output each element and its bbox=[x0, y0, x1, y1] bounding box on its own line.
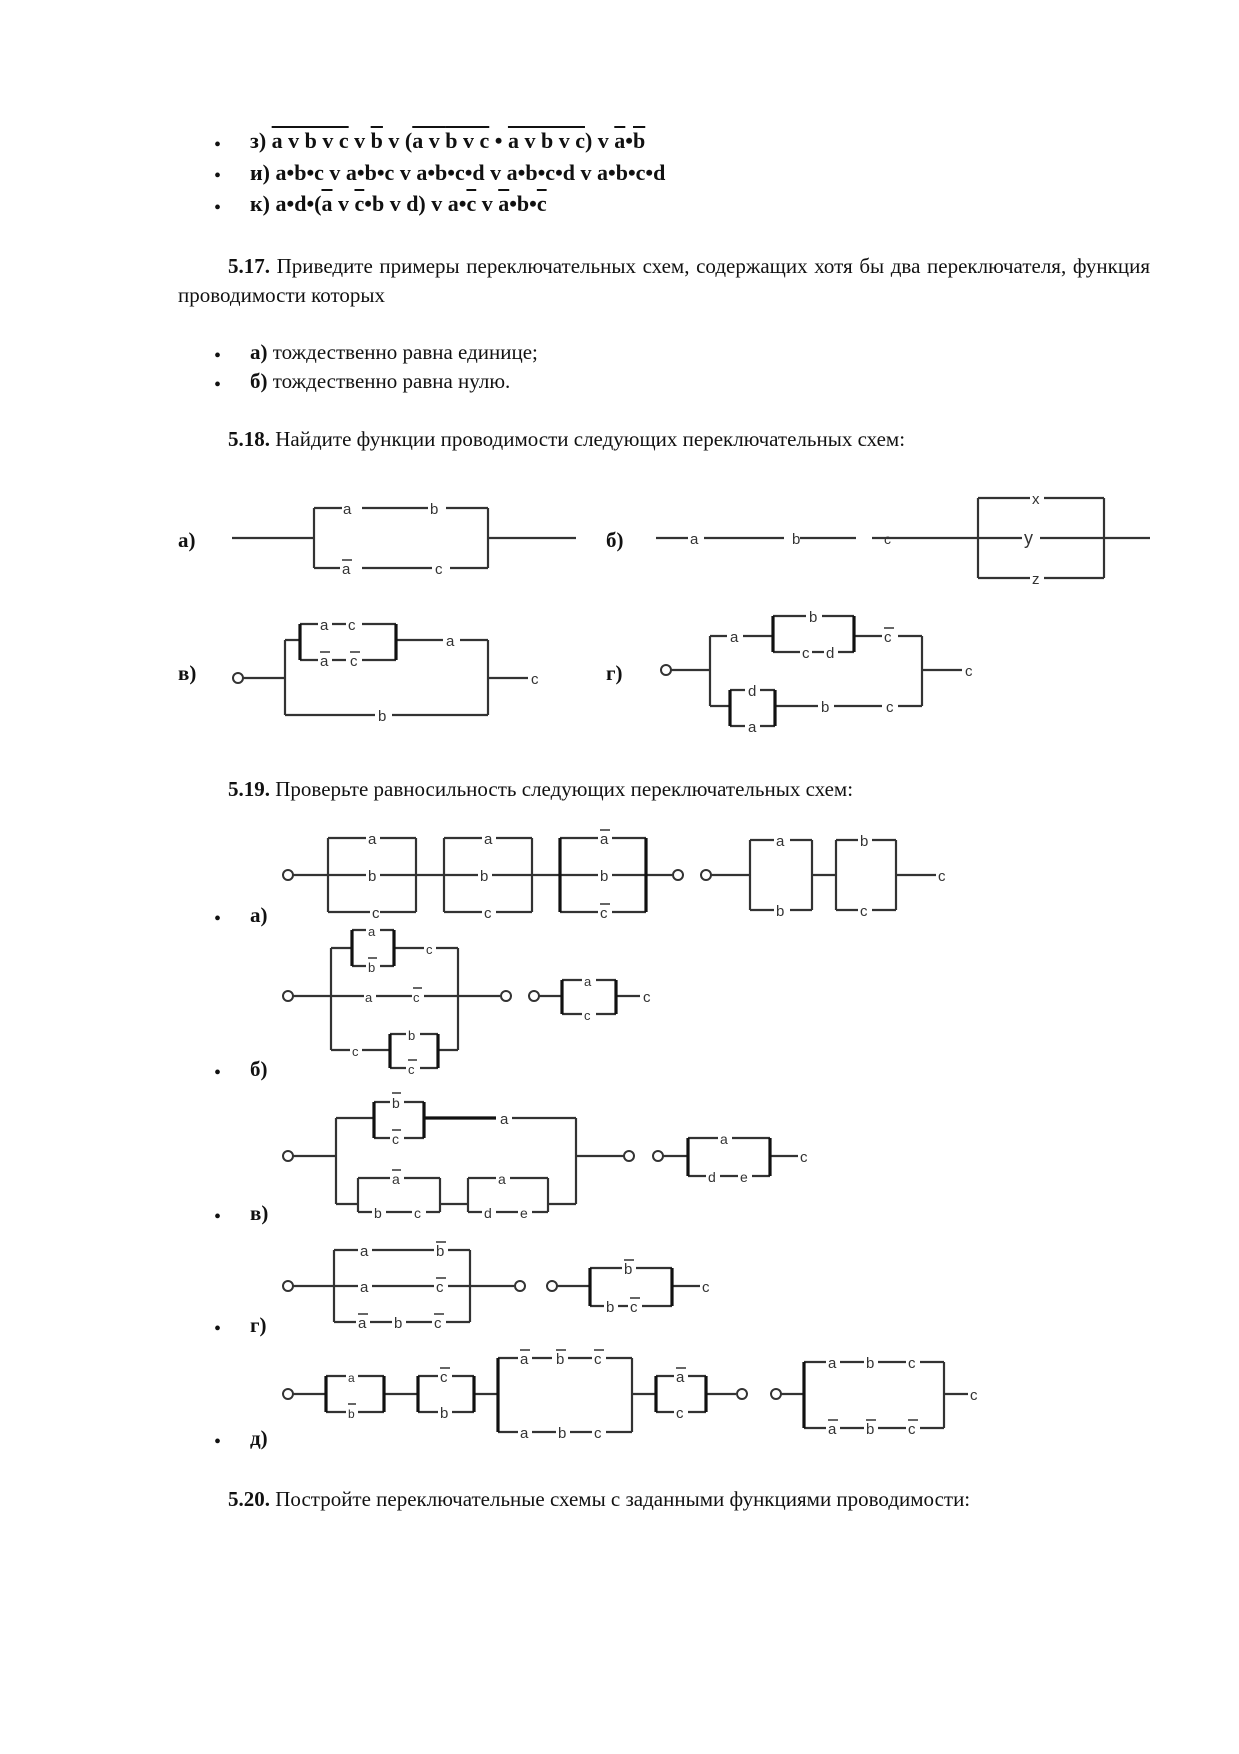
circuit-label: д) bbox=[250, 1426, 268, 1450]
svg-text:a: a bbox=[720, 1131, 728, 1147]
circuit-label: а) bbox=[178, 528, 196, 552]
list-item: б) тождественно равна нулю. bbox=[250, 369, 511, 393]
problem-text: Приведите примеры переключательных схем, содержащих хотя бы два переключателя, функция проводимости которых bbox=[178, 254, 1150, 307]
svg-text:e: e bbox=[520, 1205, 528, 1221]
bullet: • bbox=[214, 1318, 222, 1340]
svg-text:b: b bbox=[394, 1315, 403, 1332]
problem-number: 5.17. bbox=[228, 254, 270, 278]
svg-text:c: c bbox=[802, 645, 810, 662]
svg-text:b: b bbox=[792, 531, 801, 548]
svg-text:d: d bbox=[484, 1205, 492, 1221]
svg-text:c: c bbox=[414, 1205, 421, 1221]
svg-text:c: c bbox=[676, 1405, 684, 1422]
svg-text:c: c bbox=[348, 617, 356, 634]
svg-text:c: c bbox=[435, 561, 443, 578]
svg-text:b: b bbox=[392, 1095, 400, 1111]
bullet: • bbox=[214, 345, 222, 367]
svg-text:a: a bbox=[520, 1351, 529, 1368]
svg-text:c: c bbox=[938, 868, 946, 885]
circuit-5-19-g bbox=[283, 1242, 710, 1332]
svg-text:b: b bbox=[348, 1407, 355, 1421]
svg-text:c: c bbox=[800, 1149, 808, 1166]
svg-text:c: c bbox=[702, 1279, 710, 1296]
svg-text:y: y bbox=[1024, 528, 1033, 548]
svg-text:b: b bbox=[378, 708, 387, 725]
svg-text:b: b bbox=[624, 1261, 633, 1278]
svg-text:c: c bbox=[413, 990, 420, 1005]
svg-text:c: c bbox=[372, 905, 380, 922]
svg-text:a: a bbox=[360, 1279, 369, 1296]
circuit-label: г) bbox=[250, 1313, 267, 1337]
svg-text:a: a bbox=[320, 617, 329, 634]
circuit-5-18-b bbox=[656, 491, 1150, 588]
svg-text:b: b bbox=[558, 1425, 567, 1442]
svg-text:a: a bbox=[520, 1425, 529, 1442]
formula-k: к) $a•d•(\overline{a}$ v $\overline{c}•b$ v d) v $a•\overline{c}$ v $\overline{a}•b•\overline{c}$ bbox=[250, 191, 547, 216]
circuit-5-19-d bbox=[283, 1350, 978, 1442]
svg-text:a: a bbox=[365, 990, 373, 1005]
bullet: • bbox=[214, 374, 222, 396]
svg-text:b: b bbox=[430, 501, 439, 518]
svg-text:c: c bbox=[884, 531, 891, 547]
svg-text:a: a bbox=[348, 1371, 355, 1385]
svg-text:c: c bbox=[584, 1008, 591, 1023]
svg-text:c: c bbox=[908, 1355, 916, 1372]
svg-text:d: d bbox=[708, 1169, 716, 1185]
formula-z: з) a v b v c v $\overline{b}$ v (a v b v c • a v b v c) v $\overline{a}•\overline{b}$ bbox=[250, 128, 646, 153]
svg-text:c: c bbox=[484, 905, 492, 922]
svg-text:a: a bbox=[828, 1421, 837, 1438]
formula-label: к) bbox=[250, 191, 271, 216]
svg-text:c: c bbox=[426, 942, 433, 957]
circuit-label: г) bbox=[606, 661, 623, 685]
svg-text:b: b bbox=[866, 1355, 875, 1372]
svg-text:a: a bbox=[368, 924, 376, 939]
bullet: • bbox=[214, 1062, 222, 1084]
svg-text:a: a bbox=[360, 1243, 369, 1260]
svg-text:a: a bbox=[484, 831, 493, 848]
bullet: • bbox=[214, 165, 222, 187]
svg-text:b: b bbox=[368, 868, 377, 885]
svg-text:d: d bbox=[826, 645, 835, 662]
svg-text:a: a bbox=[828, 1355, 837, 1372]
svg-text:c: c bbox=[434, 1315, 442, 1332]
svg-text:a: a bbox=[343, 501, 352, 518]
svg-text:a: a bbox=[342, 561, 351, 578]
bullet: • bbox=[214, 1206, 222, 1228]
circuit-label: в) bbox=[250, 1201, 269, 1225]
circuit-5-18-g bbox=[661, 609, 973, 736]
svg-text:c: c bbox=[886, 699, 894, 716]
svg-text:c: c bbox=[643, 989, 651, 1006]
bullet: • bbox=[214, 197, 222, 219]
svg-text:c: c bbox=[408, 1062, 415, 1077]
svg-text:z: z bbox=[1032, 571, 1040, 588]
svg-text:d: d bbox=[748, 683, 757, 700]
svg-text:c: c bbox=[531, 671, 539, 688]
problem-text: Найдите функции проводимости следующих переключательных схем: bbox=[275, 427, 906, 451]
svg-text:b: b bbox=[436, 1243, 445, 1260]
circuit-5-19-v bbox=[283, 1093, 808, 1221]
circuit-5-19-a bbox=[283, 830, 946, 922]
problem-number: 5.19. bbox=[228, 777, 270, 801]
circuit-5-18-a bbox=[232, 501, 576, 578]
circuit-label: б) bbox=[606, 528, 624, 552]
svg-text:c: c bbox=[860, 903, 868, 920]
svg-text:a: a bbox=[600, 831, 609, 848]
formula-label: з) bbox=[250, 128, 267, 153]
svg-text:c: c bbox=[965, 663, 973, 680]
svg-text:a: a bbox=[392, 1171, 400, 1187]
svg-text:c: c bbox=[350, 653, 358, 670]
problem-text: Проверьте равносильность следующих переключательных схем: bbox=[275, 777, 854, 801]
svg-text:a: a bbox=[368, 831, 377, 848]
svg-text:a: a bbox=[584, 974, 592, 989]
svg-text:c: c bbox=[600, 905, 608, 922]
svg-text:b: b bbox=[368, 960, 376, 975]
svg-text:x: x bbox=[1032, 491, 1040, 508]
svg-text:b: b bbox=[600, 868, 609, 885]
svg-text:c: c bbox=[970, 1387, 978, 1404]
bullet: • bbox=[214, 908, 222, 930]
list-item: а) тождественно равна единице; bbox=[250, 340, 538, 364]
svg-text:b: b bbox=[606, 1299, 615, 1316]
bullet: • bbox=[214, 134, 222, 156]
svg-text:b: b bbox=[556, 1351, 565, 1368]
circuit-label: б) bbox=[250, 1057, 268, 1081]
svg-text:b: b bbox=[821, 699, 830, 716]
circuit-5-18-v bbox=[233, 617, 539, 725]
svg-text:a: a bbox=[748, 719, 757, 736]
svg-text:b: b bbox=[866, 1421, 875, 1438]
svg-text:b: b bbox=[440, 1405, 449, 1422]
svg-text:a: a bbox=[320, 653, 329, 670]
svg-text:c: c bbox=[392, 1131, 399, 1147]
svg-text:b: b bbox=[809, 609, 818, 626]
svg-text:a: a bbox=[676, 1369, 685, 1386]
svg-text:c: c bbox=[594, 1351, 602, 1368]
svg-text:a: a bbox=[500, 1111, 509, 1128]
svg-text:c: c bbox=[594, 1425, 602, 1442]
svg-text:a: a bbox=[498, 1171, 506, 1187]
svg-text:a: a bbox=[730, 629, 739, 646]
svg-text:b: b bbox=[776, 903, 785, 920]
problem-number: 5.18. bbox=[228, 427, 270, 451]
svg-text:b: b bbox=[480, 868, 489, 885]
svg-text:a: a bbox=[358, 1315, 367, 1332]
svg-text:c: c bbox=[908, 1421, 916, 1438]
svg-text:c: c bbox=[440, 1369, 448, 1386]
svg-text:b: b bbox=[374, 1205, 382, 1221]
circuit-label: в) bbox=[178, 661, 197, 685]
circuit-label: а) bbox=[250, 903, 268, 927]
circuit-5-19-b bbox=[283, 924, 651, 1077]
svg-text:b: b bbox=[408, 1028, 416, 1043]
problem-text: Постройте переключательные схемы с заданными функциями проводимости: bbox=[275, 1487, 971, 1511]
svg-text:a: a bbox=[446, 633, 455, 650]
svg-text:a: a bbox=[776, 833, 785, 850]
svg-text:c: c bbox=[436, 1279, 444, 1296]
svg-text:c: c bbox=[352, 1044, 359, 1059]
svg-text:b: b bbox=[860, 833, 869, 850]
svg-text:e: e bbox=[740, 1169, 748, 1185]
bullet: • bbox=[214, 1431, 222, 1453]
formula-text: a•b•c v a•b•c v a•b•c•d v a•b•c•d v a•b•c•d bbox=[275, 160, 666, 185]
formula-label: и) bbox=[250, 160, 271, 185]
svg-text:c: c bbox=[884, 629, 892, 646]
svg-text:c: c bbox=[630, 1299, 638, 1316]
problem-number: 5.20. bbox=[228, 1487, 270, 1511]
svg-text:a: a bbox=[690, 531, 699, 548]
